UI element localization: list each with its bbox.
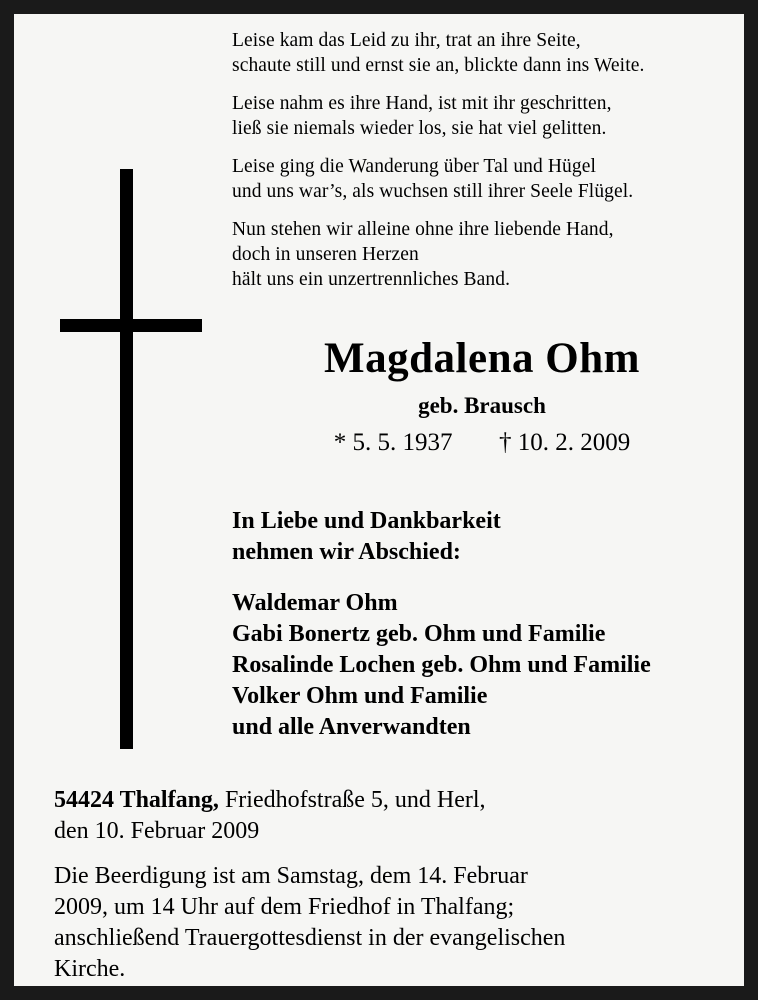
- mourning-intro-line: nehmen wir Abschied:: [232, 539, 461, 565]
- poem-stanza: [232, 91, 726, 141]
- address-street: Friedhofstraße 5, und Herl,: [218, 787, 486, 813]
- notice-line: anschließend Trauergottesdienst in der evangelischen: [54, 925, 566, 951]
- cross-vertical-bar: [120, 169, 133, 749]
- poem-line: Leise kam das Leid zu ihr, trat an ihre Seite,: [232, 30, 581, 51]
- mourning-intro: [232, 506, 726, 568]
- funeral-notice: [54, 861, 754, 985]
- mourning-intro-line: In Liebe und Dankbarkeit: [232, 508, 501, 534]
- address-block: [54, 785, 726, 847]
- notice-line: Die Beerdigung ist am Samstag, dem 14. Februar: [54, 863, 528, 889]
- deceased-name: Magdalena Ohm: [324, 335, 640, 382]
- poem-line: Leise ging die Wanderung über Tal und Hügel: [232, 156, 597, 177]
- mourner-item: Volker Ohm und Familie: [232, 683, 488, 709]
- notice-line: Kirche.: [54, 956, 126, 982]
- mourners-block: [232, 506, 726, 743]
- notice-line: 2009, um 14 Uhr auf dem Friedhof in Thalfang;: [54, 894, 515, 920]
- address-date: den 10. Februar 2009: [54, 818, 260, 844]
- mourner-item: Waldemar Ohm: [232, 590, 398, 616]
- poem-line: hält uns ein unzertrennliches Band.: [232, 269, 511, 290]
- poem-stanza: [232, 28, 726, 78]
- mourner-item: Rosalinde Lochen geb. Ohm und Familie: [232, 652, 651, 678]
- deceased-block: [232, 334, 732, 458]
- poem-line: und uns war’s, als wuchsen still ihrer Seele Flügel.: [232, 181, 634, 202]
- poem-stanza: [232, 154, 726, 204]
- address-city: 54424 Thalfang,: [54, 787, 219, 813]
- address-line: [54, 785, 726, 816]
- birth-date: * 5. 5. 1937: [333, 429, 453, 456]
- cross-icon: [44, 169, 204, 759]
- deceased-maiden-name: geb. Brausch: [418, 393, 546, 418]
- poem-line: doch in unseren Herzen: [232, 244, 419, 265]
- card-inner: [14, 14, 744, 986]
- death-date: † 10. 2. 2009: [499, 429, 631, 456]
- mourner-item: Gabi Bonertz geb. Ohm und Familie: [232, 621, 606, 647]
- poem-stanza: [232, 217, 726, 292]
- poem: [232, 28, 726, 292]
- poem-line: ließ sie niemals wieder los, sie hat viel gelitten.: [232, 118, 607, 139]
- poem-line: Leise nahm es ihre Hand, ist mit ihr geschritten,: [232, 93, 612, 114]
- poem-line: schaute still und ernst sie an, blickte dann ins Weite.: [232, 55, 645, 76]
- poem-line: Nun stehen wir alleine ohne ihre liebende Hand,: [232, 219, 614, 240]
- mourner-item: und alle Anverwandten: [232, 714, 471, 740]
- cross-horizontal-bar: [60, 319, 202, 332]
- deceased-dates: [232, 428, 732, 458]
